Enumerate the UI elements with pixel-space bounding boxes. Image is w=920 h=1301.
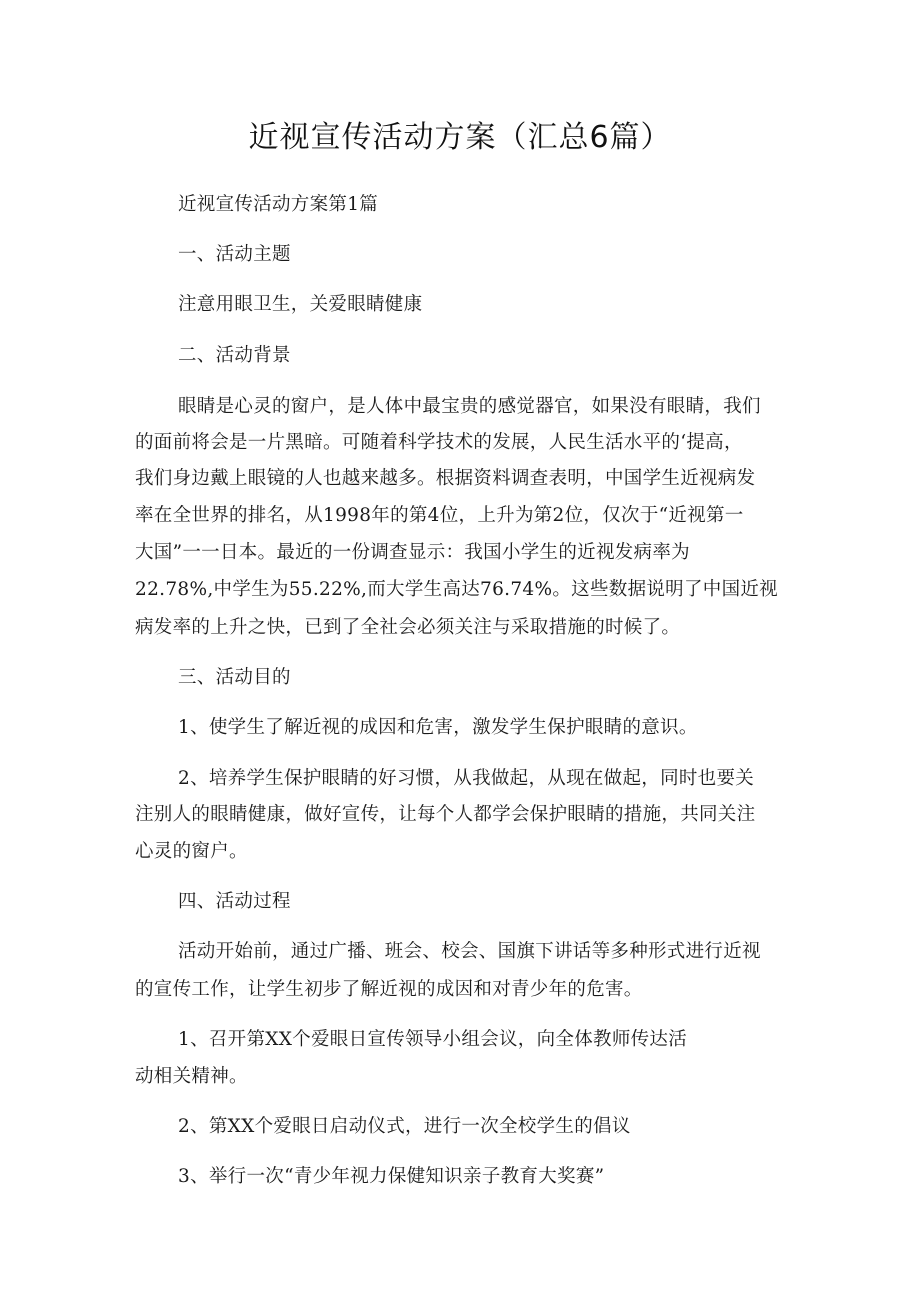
paragraph-line: 注意用眼卫生，关爱眼睛健康: [178, 294, 423, 315]
paragraph-line: 22.78%,中学生为55.22%,而大学生高达76.74%。这些数据说明了中国近视: [135, 579, 778, 600]
section-heading: 三、活动目的: [178, 667, 291, 688]
section-heading: 四、活动过程: [178, 891, 291, 912]
paragraph-line: 我们身边戴上眼镜的人也越来越多。根据资料调查表明，中国学生近视病发: [135, 468, 756, 489]
paragraph-line: 1、召开第XX个爱眼日宣传领导小组会议，向全体教师传达活: [178, 1029, 688, 1050]
paragraph-line: 动相关精神。: [135, 1066, 248, 1087]
section-heading: 一、活动主题: [178, 244, 291, 265]
paragraph-line: 注别人的眼睛健康，做好宣传，让每个人都学会保护眼睛的措施，共同关注: [135, 804, 756, 825]
paragraph-line: 2、第XX个爱眼日启动仪式，进行一次全校学生的倡议: [178, 1116, 631, 1137]
paragraph-line: 活动开始前，通过广播、班会、校会、国旗下讲话等多种形式进行近视: [178, 941, 761, 962]
document-title: 近视宣传活动方案（汇总6篇）: [248, 120, 672, 155]
paragraph-line: 眼睛是心灵的窗户，是人体中最宝贵的感觉器官，如果没有眼睛，我们: [178, 396, 761, 417]
paragraph-line: 3、举行一次“青少年视力保健知识亲子教育大奖赛”: [178, 1166, 605, 1187]
section-heading: 近视宣传活动方案第1篇: [178, 194, 379, 215]
paragraph-line: 大国”一一日本。最近的一份调查显示：我国小学生的近视发病率为: [135, 542, 690, 563]
paragraph-line: 1、使学生了解近视的成因和危害，激发学生保护眼睛的意识。: [178, 717, 698, 738]
section-heading: 二、活动背景: [178, 345, 291, 366]
paragraph-line: 率在全世界的排名，从1998年的第4位，上升为第2位，仅次于“近视第一: [135, 505, 744, 526]
paragraph-line: 的面前将会是一片黑暗。可随着科学技术的发展，人民生活水平的‘提高，: [135, 432, 743, 453]
paragraph-line: 的宣传工作，让学生初步了解近视的成因和对青少年的危害。: [135, 979, 643, 1000]
paragraph-line: 病发率的上升之快，已到了全社会必须关注与采取措施的时候了。: [135, 617, 681, 638]
paragraph-line: 2、培养学生保护眼睛的好习惯，从我做起，从现在做起，同时也要关: [178, 768, 755, 789]
paragraph-line: 心灵的窗户。: [135, 841, 248, 862]
